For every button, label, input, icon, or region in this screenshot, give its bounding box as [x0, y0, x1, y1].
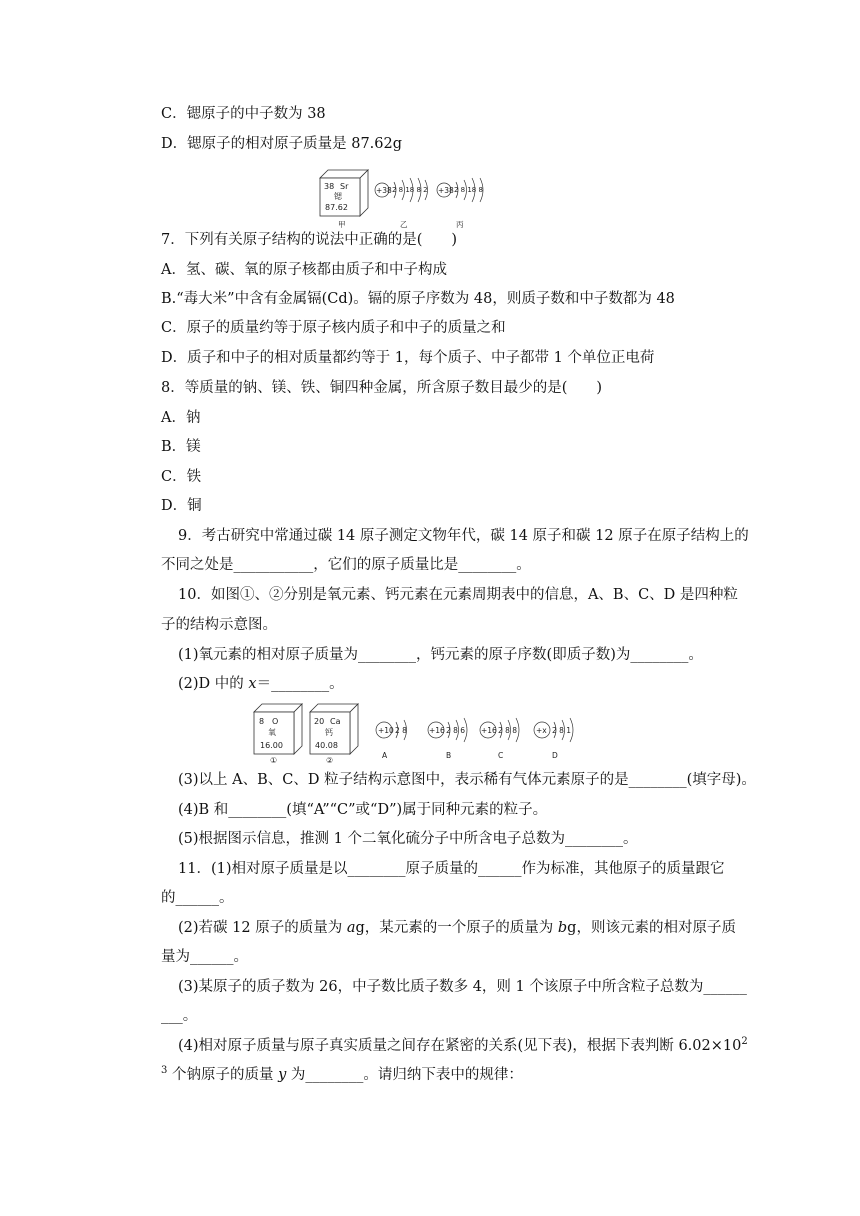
q11-part-4-line-1: (4)相对原子质量与原子真实质量之间存在紧密的关系(见下表)，根据下表判断 $6.02\times 10^2$: [178, 1036, 748, 1054]
svg-text:O: O: [272, 717, 279, 726]
q7-option-b: B.“毒大米”中含有金属镉(Cd)。镉的原子序数为 48，则质子数和中子数都为 48: [161, 291, 675, 307]
q8-option-d: D．铜: [161, 498, 202, 514]
periodic-cell-oxygen: [254, 704, 302, 765]
q8-stem: 8．等质量的钠、镁、铁、铜四种金属，所含原子数目最少的是( ): [161, 380, 603, 396]
svg-text:B: B: [446, 751, 452, 760]
q7-option-c: C．原子的质量约等于原子核内质子和中子的质量之和: [161, 320, 506, 336]
q10-part-2: (2)D 中的 x＝________。: [178, 676, 344, 692]
atom-diagram-d: [534, 718, 573, 760]
strontium-figure: [312, 164, 492, 230]
q8-option-b: B．镁: [161, 439, 201, 455]
q6-option-d: D．锶原子的相对原子质量是 87.62g: [161, 136, 403, 152]
q7-stem: 7．下列有关原子结构的说法中正确的是( ): [161, 232, 458, 248]
q10-line-2: 子的结构示意图。: [161, 617, 277, 633]
q6-option-c: C．锶原子的中子数为 38: [161, 106, 326, 122]
q9-line-1: 9．考古研究中常通过碳 14 原子测定文物年代，碳 14 原子和碳 12 原子在原子结构上的: [178, 528, 749, 544]
periodic-cell-strontium: [320, 170, 368, 216]
cube-symbol: Sr: [340, 182, 349, 191]
label-bing: 丙: [456, 220, 464, 229]
svg-text:16.00: 16.00: [260, 741, 283, 750]
svg-text:2 8 1: 2 8 1: [552, 726, 572, 735]
svg-text:Ca: Ca: [330, 717, 341, 726]
atom-nucleus: +38: [438, 186, 454, 195]
svg-text:②: ②: [326, 756, 334, 765]
svg-text:D: D: [552, 751, 558, 760]
q10-part-3: (3)以上 A、B、C、D 粒子结构示意图中，表示稀有气体元素原子的是________(填字母)。: [178, 772, 756, 788]
q10-part-5: (5)根据图示信息，推测 1 个二氧化硫分子中所含电子总数为________。: [178, 831, 638, 847]
svg-text:①: ①: [270, 756, 278, 765]
svg-text:2 8 8: 2 8 8: [498, 726, 518, 735]
svg-text:A: A: [382, 751, 388, 760]
atom-shells: 2 8 18 8 2: [392, 186, 428, 194]
q10-part-4: (4)B 和________(填“A”“C”或“D”)属于同种元素的粒子。: [178, 802, 548, 818]
label-jia: 甲: [338, 220, 346, 229]
label-yi: 乙: [400, 220, 408, 229]
q8-option-a: A．钠: [161, 410, 201, 426]
q11-part-2-line-1: (2)若碳 12 原子的质量为 ag，某元素的一个原子的质量为 bg，则该元素的相对原子质: [178, 920, 736, 936]
svg-text:+x: +x: [536, 726, 547, 735]
periodic-cell-calcium: [310, 704, 358, 765]
q11-part-4-line-2: $^3$ 个钠原子的质量 y 为________。请归纳下表中的规律：: [161, 1065, 523, 1083]
q11-part-3-line-2: ___。: [161, 1008, 198, 1024]
atom-diagram-bing: [437, 178, 483, 202]
atom-diagram-yi: [375, 178, 428, 202]
q7-option-a: A．氢、碳、氧的原子核都由质子和中子构成: [161, 262, 447, 278]
cube-mass: 87.62: [325, 203, 348, 212]
q8-option-c: C．铁: [161, 469, 202, 485]
q7-option-d: D．质子和中子的相对质量都约等于 1，每个质子、中子都带 1 个单位正电荷: [161, 350, 655, 366]
q10-part-1: (1)氧元素的相对原子质量为________，钙元素的原子序数(即质子数)为________。: [178, 647, 703, 663]
svg-text:20: 20: [314, 717, 325, 726]
q9-line-2: 不同之处是___________，它们的原子质量比是________。: [161, 557, 531, 573]
svg-text:8: 8: [259, 717, 265, 726]
atom-shells: 2 8 18 8: [454, 186, 483, 194]
svg-text:2 8 6: 2 8 6: [446, 726, 466, 735]
atom-nucleus: +38: [376, 186, 392, 195]
atom-diagram-a: [376, 720, 407, 760]
atom-diagram-b: [428, 718, 467, 760]
q11-part-2-line-2: 量为______。: [161, 949, 248, 965]
q11-part-3-line-1: (3)某原子的质子数为 26，中子数比质子数多 4，则 1 个该原子中所含粒子总数为______: [178, 979, 747, 995]
svg-text:40.08: 40.08: [315, 741, 338, 750]
svg-text:+16: +16: [429, 726, 445, 735]
q11-part-1-line-2: 的______。: [161, 890, 234, 906]
q11-part-1-line-1: 11．(1)相对原子质量是以________原子质量的______作为标准，其他原子的质量跟它: [178, 861, 725, 877]
cube-name: 锶: [334, 192, 342, 201]
svg-text:+10: +10: [378, 726, 394, 735]
atom-diagram-c: [480, 718, 519, 760]
svg-text:氧: 氧: [268, 728, 276, 737]
svg-text:C: C: [498, 751, 504, 760]
svg-text:2 8: 2 8: [395, 726, 407, 735]
q10-figure: [248, 700, 588, 766]
svg-text:钙: 钙: [325, 728, 333, 737]
q10-line-1: 10．如图①、②分别是氧元素、钙元素在元素周期表中的信息，A、B、C、D 是四种粒: [178, 587, 738, 603]
cube-number: 38: [324, 182, 335, 191]
svg-text:+16: +16: [481, 726, 497, 735]
